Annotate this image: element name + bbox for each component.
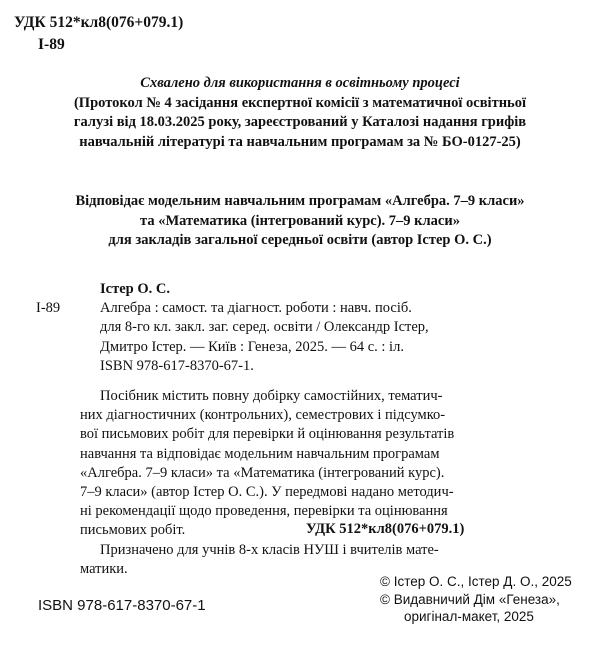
approval-line: галузі від 18.03.2025 року, зареєстрований у Каталозі надання грифів bbox=[73, 114, 527, 130]
annotation-line: ні рекомендації щодо проведення, перевірки та оцінювання bbox=[80, 503, 448, 520]
author-mark-code-top: І-89 bbox=[38, 36, 65, 53]
approval-line: навчальній літературі та навчальним програмам за № БО-0127-25) bbox=[79, 133, 521, 150]
udk-code-bottom: УДК 512*кл8(076+079.1) bbox=[306, 521, 465, 537]
biblio-line: для 8-го кл. закл. заг. серед. освіти / Олександр Істер, bbox=[100, 319, 429, 336]
approval-block bbox=[0, 74, 600, 152]
annotation-line: вої письмових робіт для перевірки й оцінювання результатів bbox=[80, 426, 455, 443]
udk-code-top: УДК 512*кл8(076+079.1) bbox=[14, 14, 184, 31]
copyright-block bbox=[380, 573, 572, 626]
copyright-line: © Видавничий Дім «Генеза», bbox=[380, 591, 560, 607]
conformity-line: Відповідає модельним навчальним програмам «Алгебра. 7–9 класи» bbox=[75, 193, 525, 209]
annotation-line: них діагностичних (контрольних), семестрових і підсумко- bbox=[80, 407, 446, 424]
annotation-block bbox=[80, 387, 570, 579]
annotation-line: Посібник містить повну добірку самостійних, тематич- bbox=[100, 388, 443, 404]
annotation-line: матики. bbox=[80, 560, 128, 577]
annotation-line: письмових робіт. bbox=[80, 522, 186, 539]
annotation-line: Призначено для учнів 8-х класів НУШ і вчителів мате- bbox=[100, 541, 439, 558]
approval-title: Схвалено для використання в освітньому процесі bbox=[140, 75, 460, 91]
catalog-author-heading: Істер О. С. bbox=[100, 281, 170, 297]
catalog-bibliographic-record bbox=[100, 299, 429, 376]
approval-line: (Протокол № 4 засідання експертної комісії з математичної освітньої bbox=[73, 94, 527, 111]
copyright-line: оригінал-макет, 2025 bbox=[404, 609, 534, 624]
biblio-line: Дмитро Істер. — Київ : Генеза, 2025. — 64 с. : іл. bbox=[100, 338, 404, 355]
catalog-author-mark: І-89 bbox=[36, 300, 61, 316]
conformity-line: та «Математика (інтегрований курс). 7–9 класи» bbox=[140, 212, 460, 229]
annotation-line: «Алгебра. 7–9 класи» та «Математика (інтегрований курс). bbox=[80, 464, 445, 481]
isbn-bottom: ISBN 978-617-8370-67-1 bbox=[38, 597, 206, 614]
conformity-block bbox=[0, 192, 600, 251]
biblio-line: Алгебра : самост. та діагност. роботи : навч. посіб. bbox=[100, 300, 412, 316]
annotation-line: навчання та відповідає модельним навчальним програмам bbox=[80, 445, 440, 462]
conformity-line: для закладів загальної середньої освіти (автор Істер О. С.) bbox=[108, 232, 492, 248]
annotation-line: 7–9 класи» (автор Істер О. С.). У передмові надано методич- bbox=[80, 484, 454, 501]
biblio-isbn: ISBN 978-617-8370-67-1. bbox=[100, 357, 254, 374]
copyright-line: © Істер О. С., Істер Д. О., 2025 bbox=[380, 574, 572, 589]
